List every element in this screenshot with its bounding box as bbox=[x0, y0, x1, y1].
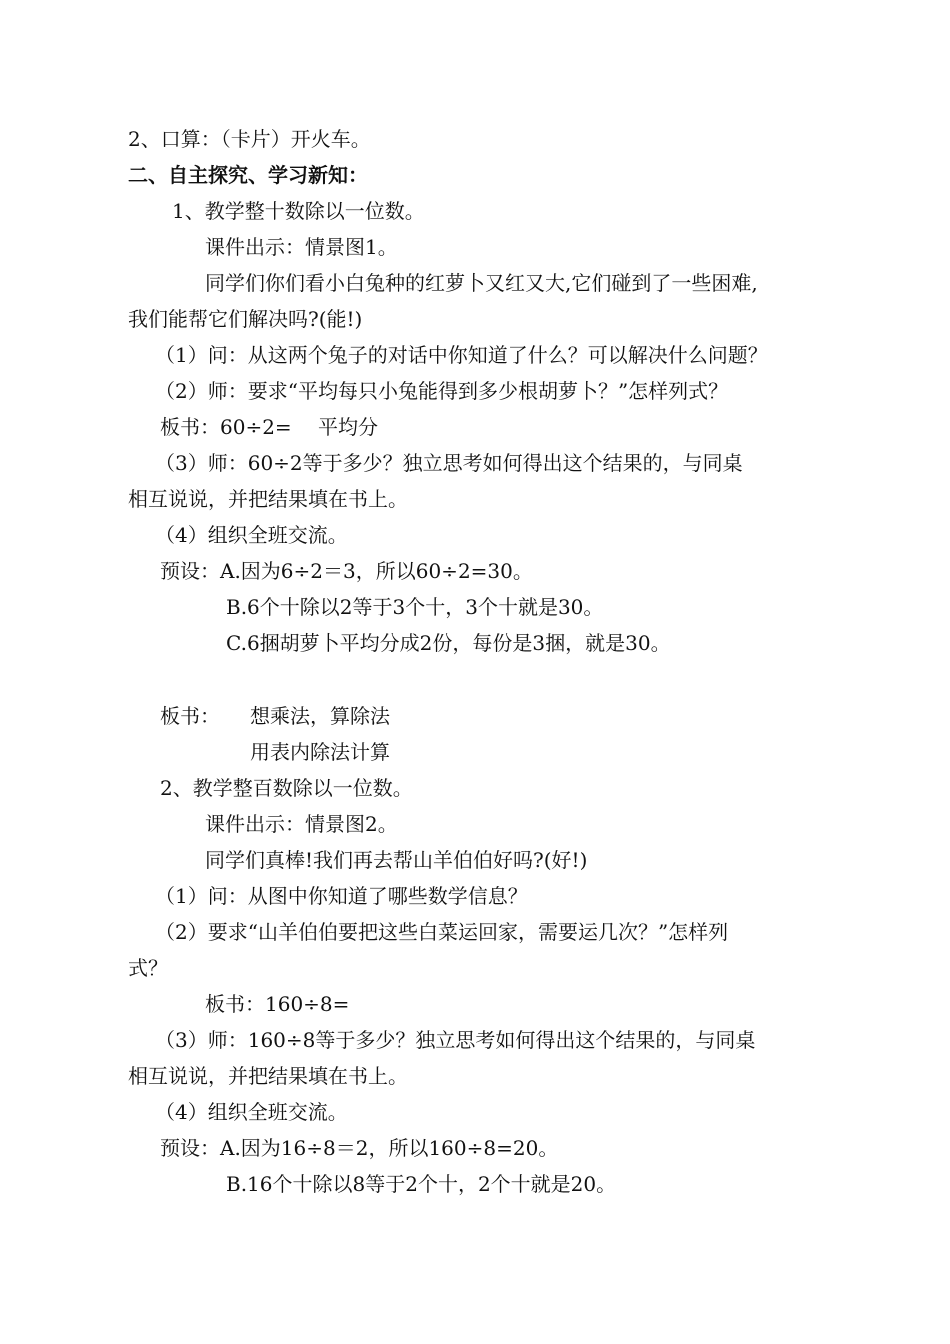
text-line: 同学们你们看小白兔种的红萝卜又红又大,它们碰到了一些困难, bbox=[205, 271, 758, 295]
text-line: C.6捆胡萝卜平均分成2份，每份是3捆，就是30。 bbox=[226, 631, 671, 655]
text-line: （1）问：从图中你知道了哪些数学信息？ bbox=[155, 884, 528, 908]
text-line: 板书：160÷8= bbox=[205, 992, 350, 1016]
text-line: 想乘法，算除法 bbox=[250, 704, 390, 728]
text-line: 预设：A.因为6÷2＝3，所以60÷2=30。 bbox=[160, 559, 533, 583]
subsection-heading-2: 2、教学整百数除以一位数。 bbox=[160, 776, 413, 800]
text-line: （3）师：160÷8等于多少？独立思考如何得出这个结果的，与同桌 bbox=[155, 1028, 756, 1052]
text-line: 板书：60÷2= 平均分 bbox=[160, 415, 379, 439]
text-line: （4）组织全班交流。 bbox=[155, 523, 348, 547]
text-line: 课件出示：情景图1。 bbox=[205, 235, 398, 259]
text-line: 相互说说，并把结果填在书上。 bbox=[128, 1064, 408, 1088]
text-line: 同学们真棒!我们再去帮山羊伯伯好吗?(好!) bbox=[205, 848, 588, 872]
text-line: 板书： bbox=[160, 704, 220, 728]
text-line: 我们能帮它们解决吗?(能!) bbox=[128, 307, 363, 331]
section-heading: 二、自主探究、学习新知： bbox=[128, 163, 368, 187]
text-line: （2）要求“山羊伯伯要把这些白菜运回家，需要运几次？”怎样列 bbox=[155, 920, 729, 944]
text-line: 相互说说，并把结果填在书上。 bbox=[128, 487, 408, 511]
text-line: 用表内除法计算 bbox=[250, 740, 390, 764]
text-line: （3）师：60÷2等于多少？独立思考如何得出这个结果的，与同桌 bbox=[155, 451, 743, 475]
text-line: （2）师：要求“平均每只小兔能得到多少根胡萝卜？”怎样列式？ bbox=[155, 379, 729, 403]
text-line: （1）问：从这两个兔子的对话中你知道了什么？可以解决什么问题？ bbox=[155, 343, 768, 367]
text-line: （4）组织全班交流。 bbox=[155, 1100, 348, 1124]
text-line: B.6个十除以2等于3个十，3个十就是30。 bbox=[226, 595, 604, 619]
text-line: 课件出示：情景图2。 bbox=[205, 812, 398, 836]
subsection-heading-1: 1、教学整十数除以一位数。 bbox=[172, 199, 425, 223]
text-line: 预设：A.因为16÷8＝2，所以160÷8=20。 bbox=[160, 1136, 559, 1160]
text-line: 式？ bbox=[128, 956, 168, 980]
text-line: B.16个十除以8等于2个十，2个十就是20。 bbox=[226, 1172, 617, 1196]
text-line-oral-calc: 2、口算：（卡片）开火车。 bbox=[128, 127, 371, 151]
